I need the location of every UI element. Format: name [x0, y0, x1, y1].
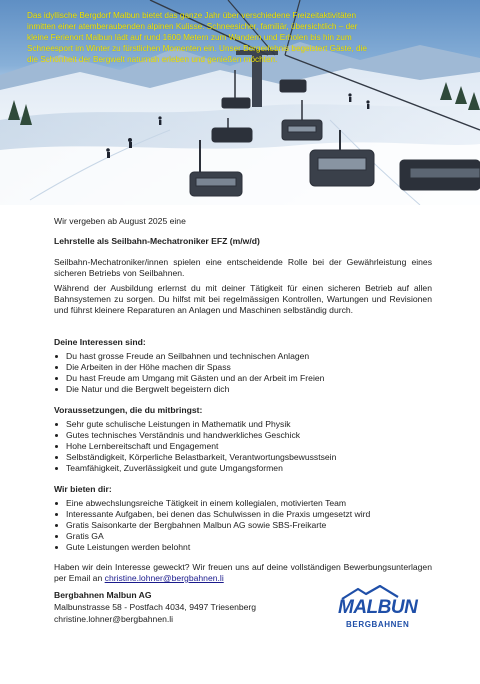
- logo-subtitle: BERGBAHNEN: [346, 620, 410, 629]
- closing-text: Haben wir dein Interesse geweckt? Wir freuen uns auf deine vollständigen Bewerbungsunterlagen per Email an: [54, 562, 432, 583]
- list-item: Gratis GA: [54, 531, 432, 542]
- hero-image: [0, 0, 480, 205]
- list-item: Die Natur und die Bergwelt begeistern dich: [54, 384, 432, 395]
- list-item: Gutes technisches Verständnis und handwerkliches Geschick: [54, 430, 432, 441]
- malbun-logo: [336, 585, 418, 635]
- requirements-heading: Voraussetzungen, die du mitbringst:: [54, 405, 203, 415]
- list-item: Du hast Freude am Umgang mit Gästen und an der Arbeit im Freien: [54, 373, 432, 384]
- company-address: Malbunstrasse 58 - Postfach 4034, 9497 Triesenberg: [54, 602, 257, 612]
- list-item: Hohe Lernbereitschaft und Engagement: [54, 441, 432, 452]
- application-email-link[interactable]: christine.lohner@bergbahnen.li: [104, 573, 224, 583]
- list-item: Sehr gute schulische Leistungen in Mathematik und Physik: [54, 419, 432, 430]
- list-item: Gute Leistungen werden belohnt: [54, 542, 432, 553]
- list-item: Teamfähigkeit, Zuverlässigkeit und gute Umgangsformen: [54, 463, 432, 474]
- requirements-list: [54, 419, 432, 474]
- description-paragraph-2: Während der Ausbildung erlernst du mit deiner Tätigkeit für einen sicheren Betrieb auf allen Bahnsystemen zu sorgen. Du hilfst mit bei regelmässigen Kontrollen, Wartungen und Revisionen und führst kleinere Reparaturen an Anlagen und Maschinen selbständig durch.: [54, 283, 432, 315]
- list-item: Interessante Aufgaben, bei denen das Schulwissen in die Praxis umgesetzt wird: [54, 509, 432, 520]
- logo-wordmark: MALBUN: [338, 597, 418, 618]
- offer-heading: Wir bieten dir:: [54, 484, 112, 494]
- contact-email[interactable]: christine.lohner@bergbahnen.li: [54, 614, 174, 624]
- list-item: Du hast grosse Freude an Seilbahnen und technischen Anlagen: [54, 351, 432, 362]
- list-item: Die Arbeiten in der Höhe machen dir Spass: [54, 362, 432, 373]
- description-paragraph-1: Seilbahn-Mechatroniker/innen spielen eine entscheidende Rolle bei der Gewährleistung eines sicheren Betriebs von Seilbahnen.: [54, 257, 432, 278]
- offer-list: [54, 498, 432, 553]
- hero-intro-text: Das idyllische Bergdorf Malbun bietet das ganze Jahr über verschiedene Freizeitaktivitäten inmitten einer atemberaubenden alpinen Kulisse. Schneesicher, familiär, übersichtlich – der kleine Ferienort Malbun lädt auf rund 1600 Metern zum Wandern und Erholen bis hin zum Schneesport im Winter zu fürstlichen Momenten ein. Unser Bergerlebnis begeistert Gäste, die die Schönheit der Bergwelt naturnah erleben und genießen möchten.: [27, 11, 367, 65]
- interests-list: [54, 351, 432, 395]
- job-title: Lehrstelle als Seilbahn-Mechatroniker EFZ (m/w/d): [54, 236, 260, 246]
- intro-line: Wir vergeben ab August 2025 eine: [54, 216, 186, 226]
- interests-heading: Deine Interessen sind:: [54, 337, 146, 347]
- list-item: Selbständigkeit, Körperliche Belastbarkeit, Verantwortungsbewusstsein: [54, 452, 432, 463]
- list-item: Gratis Saisonkarte der Bergbahnen Malbun AG sowie SBS-Freikarte: [54, 520, 432, 531]
- list-item: Eine abwechslungsreiche Tätigkeit in einem kollegialen, motivierten Team: [54, 498, 432, 509]
- company-name: Bergbahnen Malbun AG: [54, 590, 152, 600]
- closing-paragraph: [54, 562, 432, 584]
